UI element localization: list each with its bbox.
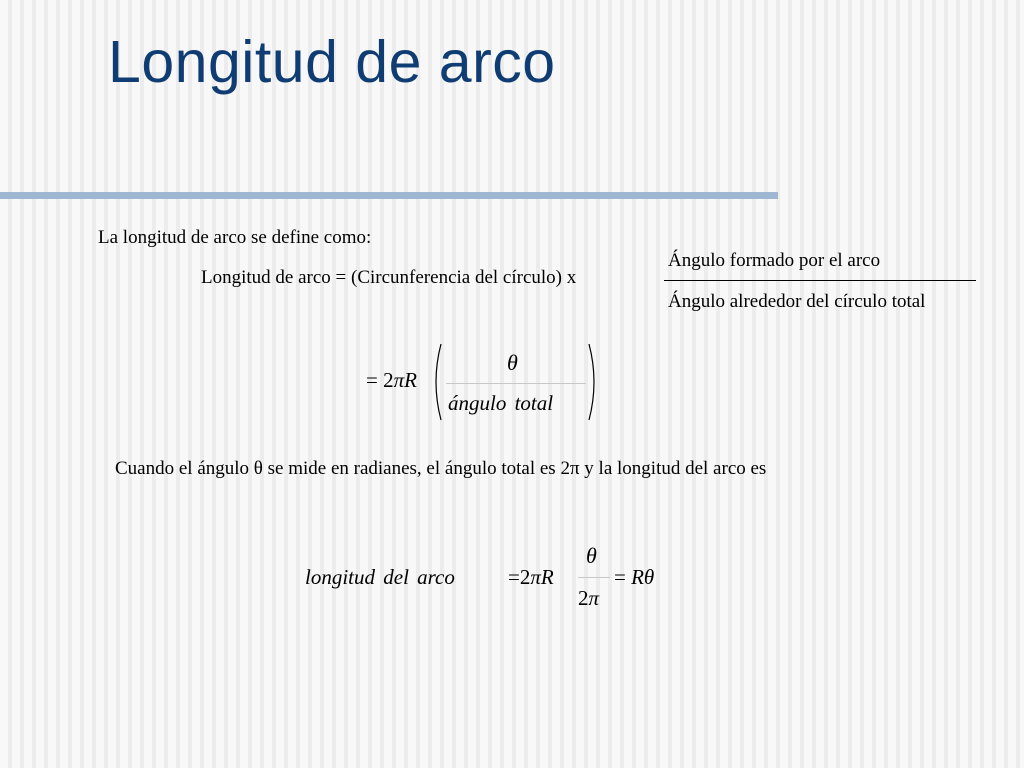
formula1-equals: =: [366, 368, 378, 392]
intro-text: La longitud de arco se define como:: [98, 227, 372, 248]
right-parenthesis: [588, 343, 600, 421]
formula1-numerator: θ: [507, 350, 518, 375]
formula1-fraction-bar: [446, 383, 586, 384]
formula2-result-r: R: [631, 565, 644, 589]
formula1-pi: π: [393, 368, 405, 392]
formula1-radius: R: [404, 368, 417, 392]
formula1-denominator: ángulo total: [448, 391, 554, 415]
left-parenthesis: [430, 343, 442, 421]
formula1-prefix: [366, 368, 417, 393]
formula2-equals2: =: [614, 565, 626, 589]
definition-numerator: Ángulo formado por el arco: [668, 250, 881, 271]
formula2-pi: π: [530, 565, 541, 589]
formula2-fraction-bar: [578, 577, 610, 578]
formula2-coefficient: 2: [519, 565, 531, 589]
slide-title: Longitud de arco: [108, 29, 556, 95]
definition-lhs: Longitud de arco = (Circunferencia del círculo) x: [201, 267, 577, 288]
formula2-result-theta: θ: [643, 565, 655, 589]
formula2-equals: =: [508, 565, 520, 589]
formula2-result: [614, 565, 654, 590]
formula1-coefficient: 2: [383, 368, 394, 392]
formula2-radius: R: [540, 565, 554, 589]
formula2-middle: [508, 565, 554, 590]
formula2-lhs: longitud del arco: [305, 565, 455, 589]
formula2-denominator: [578, 586, 599, 611]
formula2-den-coefficient: 2: [578, 586, 589, 610]
radians-explanation: Cuando el ángulo θ se mide en radianes, el ángulo total es 2π y la longitud del arco es: [115, 458, 767, 479]
formula2-den-pi: π: [588, 586, 600, 610]
title-underline-bar: [0, 192, 778, 199]
definition-denominator: Ángulo alrededor del círculo total: [668, 291, 926, 312]
definition-fraction-bar: [664, 280, 976, 281]
formula2-numerator: θ: [586, 543, 597, 568]
